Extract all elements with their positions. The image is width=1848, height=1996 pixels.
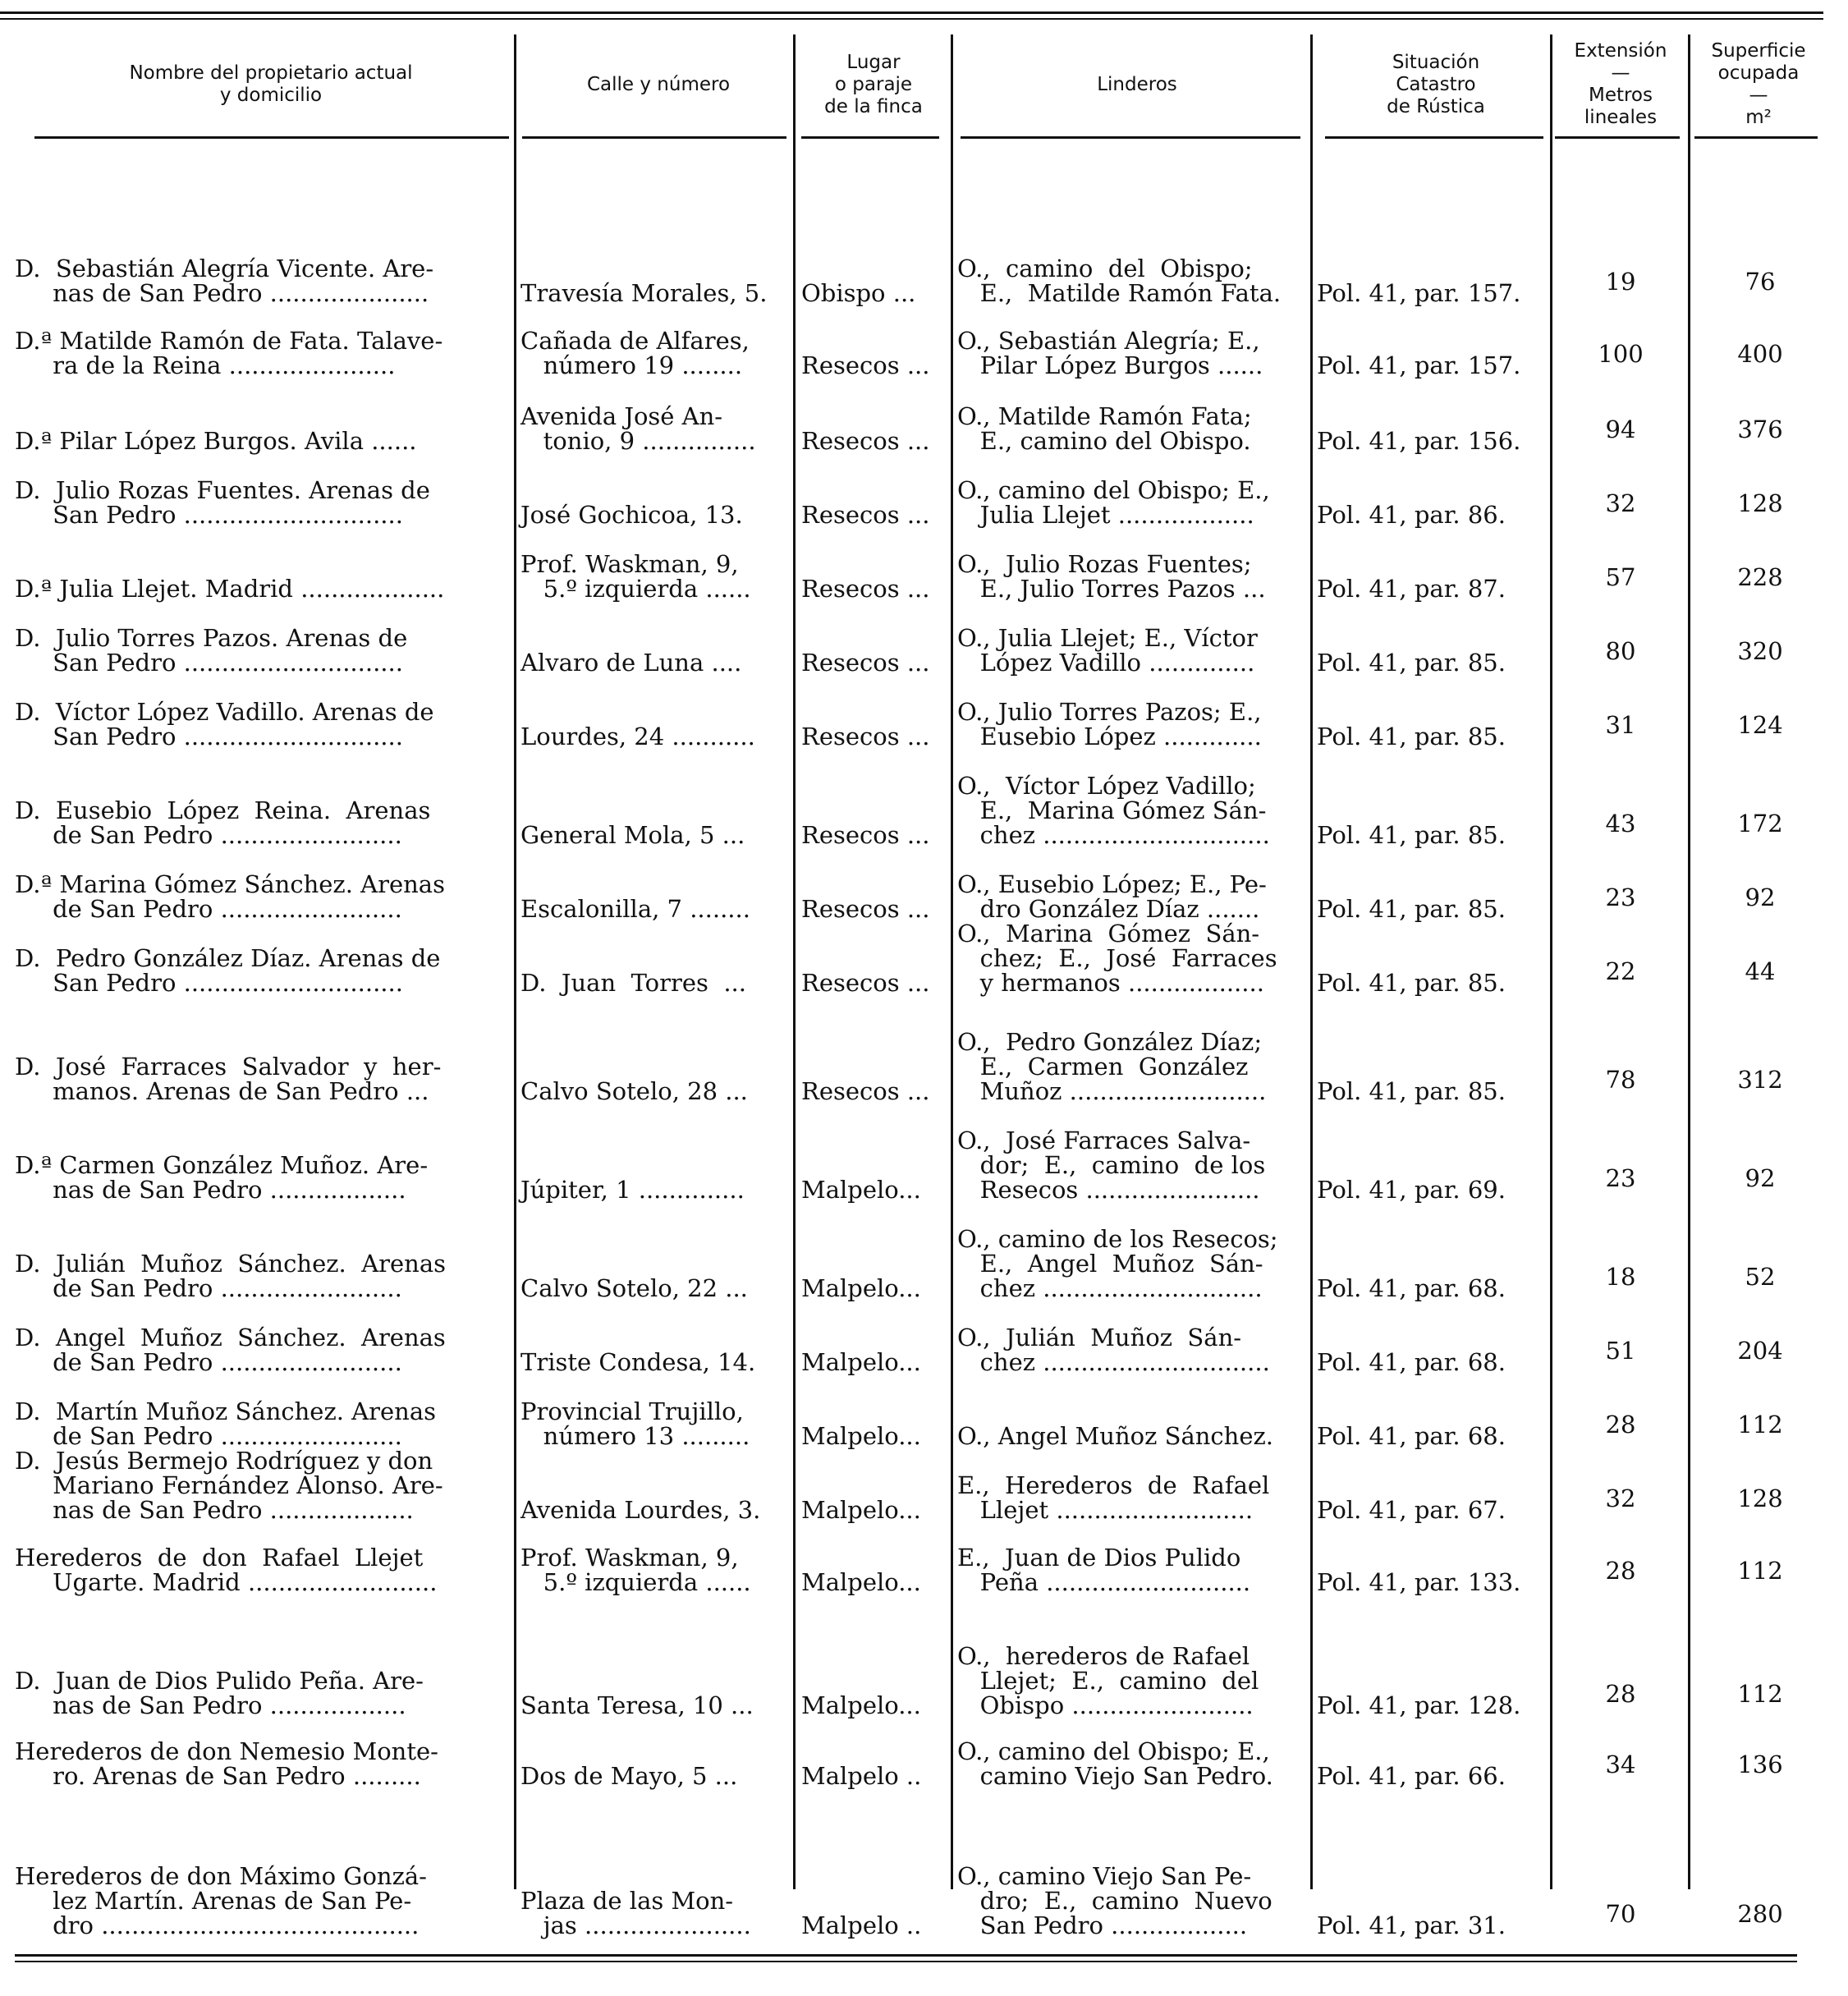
table-row <box>0 527 1848 601</box>
cell-place: Malpelo... <box>801 1691 921 1719</box>
bottom-double-rule-b <box>15 1961 1797 1962</box>
table-row <box>0 151 1848 305</box>
cell-cadastre: Pol. 41, par. 156. <box>1317 427 1521 455</box>
cell-bounds: E., Herederos de Rafael Llejet .......................... <box>957 1471 1270 1524</box>
cell-owner: Herederos de don Nemesio Monte- ro. Arenas de San Pedro ......... <box>15 1737 438 1790</box>
cell-street: Alvaro de Luna .... <box>520 649 742 677</box>
table-row <box>0 1104 1848 1202</box>
header-underline-1 <box>34 136 509 139</box>
cell-place: Obispo ... <box>801 279 916 307</box>
cell-surface: 124 <box>1737 711 1783 739</box>
cell-extension: 28 <box>1605 1411 1636 1438</box>
cell-cadastre: Pol. 41, par. 85. <box>1317 1077 1506 1105</box>
cell-place: Resecos ... <box>801 969 930 997</box>
table-row <box>0 1718 1848 1788</box>
cell-surface: 320 <box>1737 637 1783 665</box>
header-underline-3 <box>801 136 939 139</box>
table-row <box>0 453 1848 527</box>
table-header <box>0 33 1848 136</box>
cell-surface: 136 <box>1737 1751 1783 1778</box>
cell-cadastre: Pol. 41, par. 85. <box>1317 821 1506 849</box>
cell-street: Avenida José An- tonio, 9 ............... <box>520 402 756 455</box>
cell-cadastre: Pol. 41, par. 157. <box>1317 351 1521 379</box>
cell-owner: D. Juan de Dios Pulido Peña. Are- nas de San Pedro .................. <box>15 1667 424 1719</box>
cell-surface: 376 <box>1737 415 1783 443</box>
cell-extension: 57 <box>1605 563 1636 591</box>
table-row <box>0 1301 1848 1374</box>
table-row <box>0 1595 1848 1718</box>
cell-cadastre: Pol. 41, par. 66. <box>1317 1762 1506 1790</box>
cell-extension: 22 <box>1605 957 1636 985</box>
cell-place: Malpelo... <box>801 1568 921 1596</box>
cell-owner: D.ª Julia Llejet. Madrid ................... <box>15 575 445 603</box>
cell-street: Prof. Waskman, 9, 5.º izquierda ...... <box>520 550 751 603</box>
cell-bounds: O., camino de los Resecos; E., Angel Muñoz Sán- chez ............................. <box>957 1225 1278 1302</box>
cell-bounds: O., Pedro González Díaz; E., Carmen González Muñoz .......................... <box>957 1028 1267 1105</box>
cell-street: Provincial Trujillo, número 13 ......... <box>520 1397 750 1450</box>
cell-bounds: O., camino del Obispo; E., camino Viejo San Pedro. <box>957 1737 1273 1790</box>
cell-place: Resecos ... <box>801 723 930 750</box>
cell-street: Calvo Sotelo, 28 ... <box>520 1077 748 1105</box>
cell-cadastre: Pol. 41, par. 85. <box>1317 895 1506 923</box>
cell-extension: 18 <box>1605 1263 1636 1291</box>
table-row <box>0 675 1848 749</box>
cell-extension: 94 <box>1605 415 1636 443</box>
table-row <box>0 1202 1848 1301</box>
cell-cadastre: Pol. 41, par. 87. <box>1317 575 1506 603</box>
cell-place: Resecos ... <box>801 575 930 603</box>
cell-cadastre: Pol. 41, par. 68. <box>1317 1274 1506 1302</box>
cell-extension: 51 <box>1605 1337 1636 1365</box>
cell-extension: 78 <box>1605 1066 1636 1094</box>
cell-owner: D.ª Carmen González Muñoz. Are- nas de San Pedro .................. <box>15 1151 429 1204</box>
cell-bounds: O., camino Viejo San Pe- dro; E., camino Nuevo San Pedro .................. <box>957 1862 1273 1939</box>
cell-owner: D. José Farraces Salvador y her- manos. Arenas de San Pedro ... <box>15 1053 442 1105</box>
table-row <box>0 749 1848 847</box>
cell-extension: 43 <box>1605 810 1636 837</box>
cell-surface: 76 <box>1745 268 1776 296</box>
cell-place: Malpelo... <box>801 1176 921 1204</box>
table-row <box>0 847 1848 921</box>
cell-owner: Herederos de don Rafael Llejet Ugarte. Madrid ......................... <box>15 1544 438 1596</box>
cell-street: Plaza de las Mon- jas ...................... <box>520 1887 751 1939</box>
cell-cadastre: Pol. 41, par. 31. <box>1317 1911 1506 1939</box>
cell-extension: 70 <box>1605 1900 1636 1928</box>
cell-cadastre: Pol. 41, par. 68. <box>1317 1422 1506 1450</box>
cell-surface: 112 <box>1737 1411 1783 1438</box>
table-row <box>0 1448 1848 1522</box>
cell-place: Malpelo... <box>801 1274 921 1302</box>
cell-surface: 92 <box>1745 1164 1776 1192</box>
cell-extension: 100 <box>1598 340 1644 368</box>
header-cadastre: Situación Catastro de Rústica <box>1387 51 1485 117</box>
cell-street: Prof. Waskman, 9, 5.º izquierda ...... <box>520 1544 751 1596</box>
table-row <box>0 601 1848 675</box>
table-row <box>0 1374 1848 1448</box>
cell-place: Malpelo .. <box>801 1762 922 1790</box>
header-underline-6 <box>1555 136 1680 139</box>
cell-place: Resecos ... <box>801 821 930 849</box>
cell-extension: 23 <box>1605 1164 1636 1192</box>
cell-bounds: O., Eusebio López; E., Pe- dro González Díaz ....... <box>957 870 1267 923</box>
cell-cadastre: Pol. 41, par. 86. <box>1317 501 1506 529</box>
table-row <box>0 305 1848 378</box>
cell-street: Cañada de Alfares, número 19 ........ <box>520 327 750 379</box>
cell-cadastre: Pol. 41, par. 85. <box>1317 723 1506 750</box>
header-underline-7 <box>1694 136 1818 139</box>
cell-owner: D. Julio Rozas Fuentes. Arenas de San Pedro ............................. <box>15 476 430 529</box>
cell-owner: D. Sebastián Alegría Vicente. Are- nas de San Pedro ..................... <box>15 255 434 307</box>
header-surface: Superficie ocupada — m² <box>1711 40 1806 128</box>
cell-bounds: O., camino del Obispo; E., Matilde Ramón Fata. <box>957 255 1282 307</box>
cell-bounds: O., Julio Torres Pazos; E., Eusebio López ............. <box>957 698 1262 750</box>
cell-street: Triste Condesa, 14. <box>520 1348 756 1376</box>
cell-surface: 228 <box>1737 563 1783 591</box>
cell-owner: D. Pedro González Díaz. Arenas de San Pedro ............................. <box>15 944 441 997</box>
cell-bounds: O., camino del Obispo; E., Julia Llejet .................. <box>957 476 1270 529</box>
cell-surface: 128 <box>1737 489 1783 517</box>
bottom-double-rule-a <box>15 1954 1797 1957</box>
header-extension: Extensión — Metros lineales <box>1574 40 1667 128</box>
cell-surface: 44 <box>1745 957 1776 985</box>
cell-bounds: O., herederos de Rafael Llejet; E., camino del Obispo ........................ <box>957 1642 1259 1719</box>
cell-cadastre: Pol. 41, par. 157. <box>1317 279 1521 307</box>
cell-bounds: O., Angel Muñoz Sánchez. <box>957 1422 1273 1450</box>
cell-place: Resecos ... <box>801 895 930 923</box>
cell-place: Resecos ... <box>801 427 930 455</box>
table-row <box>0 1522 1848 1595</box>
cell-owner: D.ª Matilde Ramón de Fata. Talave- ra de la Reina ...................... <box>15 327 443 379</box>
cell-surface: 280 <box>1737 1900 1783 1928</box>
cell-cadastre: Pol. 41, par. 128. <box>1317 1691 1521 1719</box>
cell-place: Malpelo .. <box>801 1911 922 1939</box>
cell-owner: D. Julián Muñoz Sánchez. Arenas de San Pedro ........................ <box>15 1250 447 1302</box>
cell-bounds: O., Víctor López Vadillo; E., Marina Gómez Sán- chez .............................. <box>957 772 1270 849</box>
cell-cadastre: Pol. 41, par. 69. <box>1317 1176 1506 1204</box>
cell-bounds: O., Marina Gómez Sán- chez; E., José Farraces y hermanos .................. <box>957 920 1277 997</box>
cell-street: Júpiter, 1 .............. <box>520 1176 745 1204</box>
cell-owner: D. Eusebio López Reina. Arenas de San Pedro ........................ <box>15 796 431 849</box>
cell-bounds: E., Juan de Dios Pulido Peña ........................... <box>957 1544 1251 1596</box>
cell-owner: D. Jesús Bermejo Rodríguez y don Mariano Fernández Alonso. Are- nas de San Pedro ................... <box>15 1447 443 1524</box>
cell-bounds: O., Julio Rozas Fuentes; E., Julio Torres Pazos ... <box>957 550 1266 603</box>
cell-extension: 32 <box>1605 489 1636 517</box>
cell-cadastre: Pol. 41, par. 68. <box>1317 1348 1506 1376</box>
cell-surface: 52 <box>1745 1263 1776 1291</box>
cell-surface: 312 <box>1737 1066 1783 1094</box>
top-double-rule-b <box>0 18 1823 20</box>
cell-cadastre: Pol. 41, par. 67. <box>1317 1496 1506 1524</box>
cell-surface: 128 <box>1737 1484 1783 1512</box>
cell-bounds: O., Julián Muñoz Sán- chez .............................. <box>957 1324 1270 1376</box>
cell-bounds: O., Matilde Ramón Fata; E., camino del Obispo. <box>957 402 1252 455</box>
table-row <box>0 378 1848 453</box>
cell-place: Malpelo... <box>801 1348 921 1376</box>
cell-place: Malpelo... <box>801 1496 921 1524</box>
cell-street: Calvo Sotelo, 22 ... <box>520 1274 748 1302</box>
cell-surface: 204 <box>1737 1337 1783 1365</box>
cell-place: Malpelo... <box>801 1422 921 1450</box>
cell-place: Resecos ... <box>801 1077 930 1105</box>
cell-extension: 34 <box>1605 1751 1636 1778</box>
cell-street: Avenida Lourdes, 3. <box>520 1496 761 1524</box>
cell-extension: 80 <box>1605 637 1636 665</box>
cell-place: Resecos ... <box>801 351 930 379</box>
header-underline-5 <box>1325 136 1543 139</box>
cell-street: D. Juan Torres ... <box>520 969 746 997</box>
cell-cadastre: Pol. 41, par. 133. <box>1317 1568 1521 1596</box>
table-row <box>0 1788 1848 1938</box>
cell-street: General Mola, 5 ... <box>520 821 745 849</box>
header-underline-2 <box>522 136 786 139</box>
cell-street: Lourdes, 24 ........... <box>520 723 755 750</box>
header-underline-4 <box>961 136 1300 139</box>
cell-street: Escalonilla, 7 ........ <box>520 895 750 923</box>
cell-extension: 32 <box>1605 1484 1636 1512</box>
table-row <box>0 921 1848 995</box>
cell-place: Resecos ... <box>801 649 930 677</box>
cell-owner: D. Julio Torres Pazos. Arenas de San Pedro ............................. <box>15 624 408 677</box>
cell-cadastre: Pol. 41, par. 85. <box>1317 649 1506 677</box>
header-street: Calle y número <box>586 73 731 95</box>
cell-extension: 28 <box>1605 1680 1636 1708</box>
cell-street: Santa Teresa, 10 ... <box>520 1691 754 1719</box>
header-owner: Nombre del propietario actual y domicilio <box>129 62 413 106</box>
cell-cadastre: Pol. 41, par. 85. <box>1317 969 1506 997</box>
cell-extension: 23 <box>1605 883 1636 911</box>
cell-extension: 28 <box>1605 1557 1636 1585</box>
cell-street: Dos de Mayo, 5 ... <box>520 1762 738 1790</box>
cell-extension: 19 <box>1605 268 1636 296</box>
cell-owner: D. Víctor López Vadillo. Arenas de San Pedro ............................. <box>15 698 434 750</box>
cell-owner: D. Martín Muñoz Sánchez. Arenas de San Pedro ........................ <box>15 1397 436 1450</box>
cell-owner: D. Angel Muñoz Sánchez. Arenas de San Pedro ........................ <box>15 1324 446 1376</box>
header-place: Lugar o paraje de la finca <box>824 51 923 117</box>
cell-owner: D.ª Pilar López Burgos. Avila ...... <box>15 427 417 455</box>
cell-extension: 31 <box>1605 711 1636 739</box>
cell-surface: 112 <box>1737 1557 1783 1585</box>
cell-surface: 92 <box>1745 883 1776 911</box>
top-double-rule-a <box>0 11 1823 14</box>
cell-bounds: O., José Farraces Salva- dor; E., camino de los Resecos ....................... <box>957 1126 1266 1204</box>
cell-owner: D.ª Marina Gómez Sánchez. Arenas de San Pedro ........................ <box>15 870 445 923</box>
table-row <box>0 995 1848 1104</box>
cell-street: José Gochicoa, 13. <box>520 501 743 529</box>
header-bounds: Linderos <box>1097 73 1177 95</box>
cell-owner: Herederos de don Máximo Gonzá- lez Martín. Arenas de San Pe- dro .......................................... <box>15 1862 427 1939</box>
cell-street: Travesía Morales, 5. <box>520 279 768 307</box>
cell-surface: 112 <box>1737 1680 1783 1708</box>
cell-surface: 400 <box>1737 340 1783 368</box>
cell-place: Resecos ... <box>801 501 930 529</box>
cell-bounds: O., Sebastián Alegría; E., Pilar López Burgos ...... <box>957 327 1263 379</box>
cell-surface: 172 <box>1737 810 1783 837</box>
cell-bounds: O., Julia Llejet; E., Víctor López Vadillo .............. <box>957 624 1258 677</box>
